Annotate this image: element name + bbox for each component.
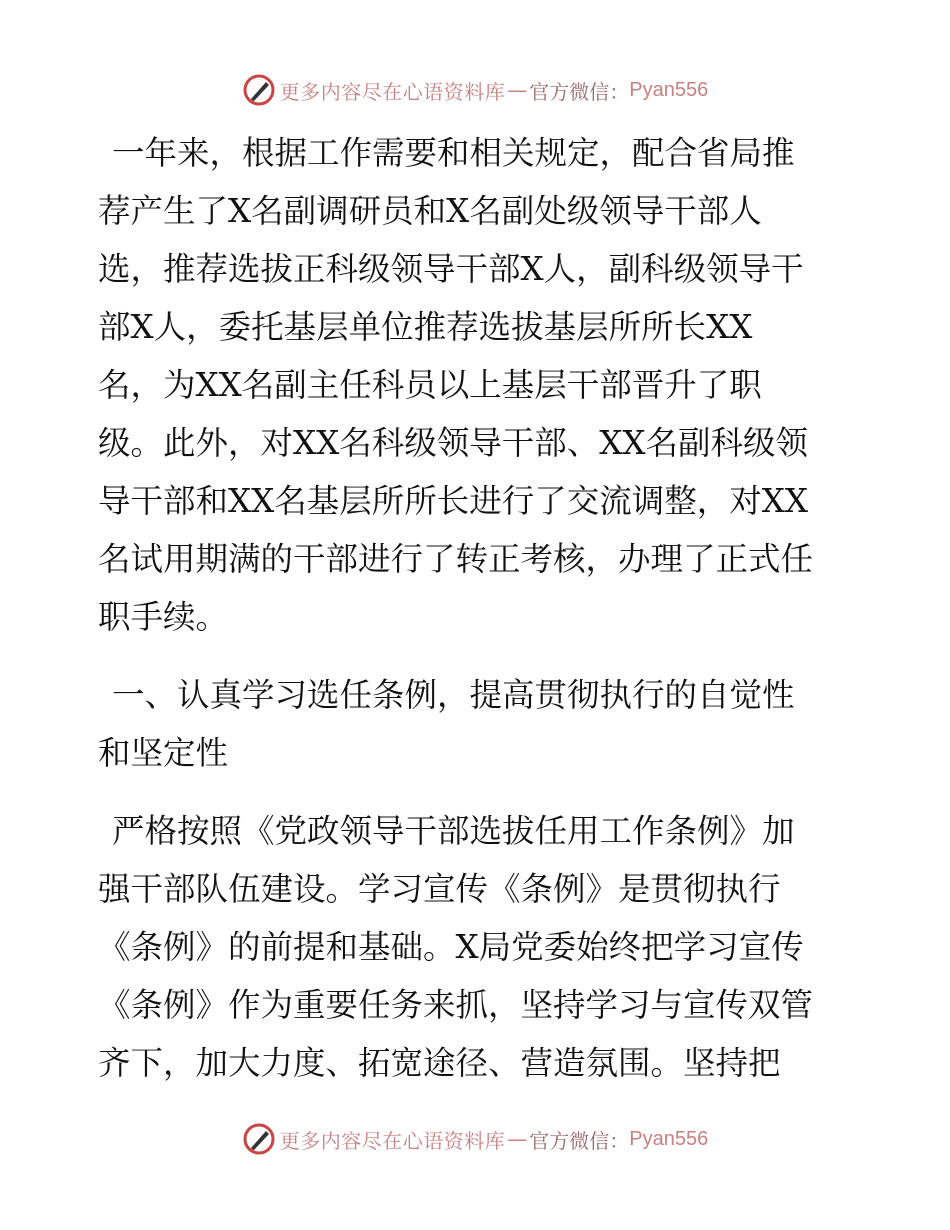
watermark-text: 更多内容尽在心语资料库 [279, 1128, 506, 1153]
watermark-id: Pyan556 [629, 78, 709, 101]
pen-logo-icon [242, 1122, 276, 1156]
watermark-dash: — [507, 78, 528, 102]
watermark-header [0, 72, 950, 108]
text-line: 级。此外，对XX名科级领导干部、XX名副科级领 [98, 424, 809, 462]
text-line: 荐产生了X名副调研员和X名副处级领导干部人 [98, 192, 762, 230]
watermark-label: 官方微信： [529, 79, 630, 104]
text-line: 职手续。 [98, 598, 229, 636]
watermark-text: 更多内容尽在心语资料库 [279, 79, 506, 104]
text-line: 导干部和XX名基层所所长进行了交流调整，对XX [98, 482, 809, 520]
text-line: 名试用期满的干部进行了转正考核，办理了正式任 [98, 540, 814, 578]
text-line: 《条例》的前提和基础。X局党委始终把学习宣传 [98, 928, 804, 966]
text-line: 《条例》作为重要任务来抓，坚持学习与宣传双管 [98, 986, 814, 1024]
text-line: 选，推荐选拔正科级领导干部X人，副科级领导干 [98, 250, 804, 288]
text-line: 严格按照《党政领导干部选拔任用工作条例》加 [112, 812, 795, 850]
paragraph-1 [98, 124, 858, 646]
text-line: 名，为XX名副主任科员以上基层干部晋升了职 [98, 366, 762, 404]
paragraph-2 [98, 802, 858, 1092]
pen-logo-icon [242, 73, 276, 107]
heading-line: 一、认真学习选任条例，提高贯彻执行的自觉性 [112, 676, 795, 714]
watermark-label: 官方微信： [529, 1128, 630, 1153]
document-body [98, 124, 858, 1092]
watermark-dash: — [507, 1127, 528, 1151]
text-line: 一年来，根据工作需要和相关规定，配合省局推 [112, 134, 795, 172]
text-line: 齐下，加大力度、拓宽途径、营造氛围。坚持把 [98, 1044, 781, 1082]
section-heading-1 [98, 666, 858, 782]
text-line: 部X人，委托基层单位推荐选拔基层所所长XX [98, 308, 753, 346]
watermark-footer [0, 1121, 950, 1157]
text-line: 强干部队伍建设。学习宣传《条例》是贯彻执行 [98, 870, 781, 908]
heading-line: 和坚定性 [98, 734, 229, 772]
watermark-id: Pyan556 [629, 1127, 709, 1150]
